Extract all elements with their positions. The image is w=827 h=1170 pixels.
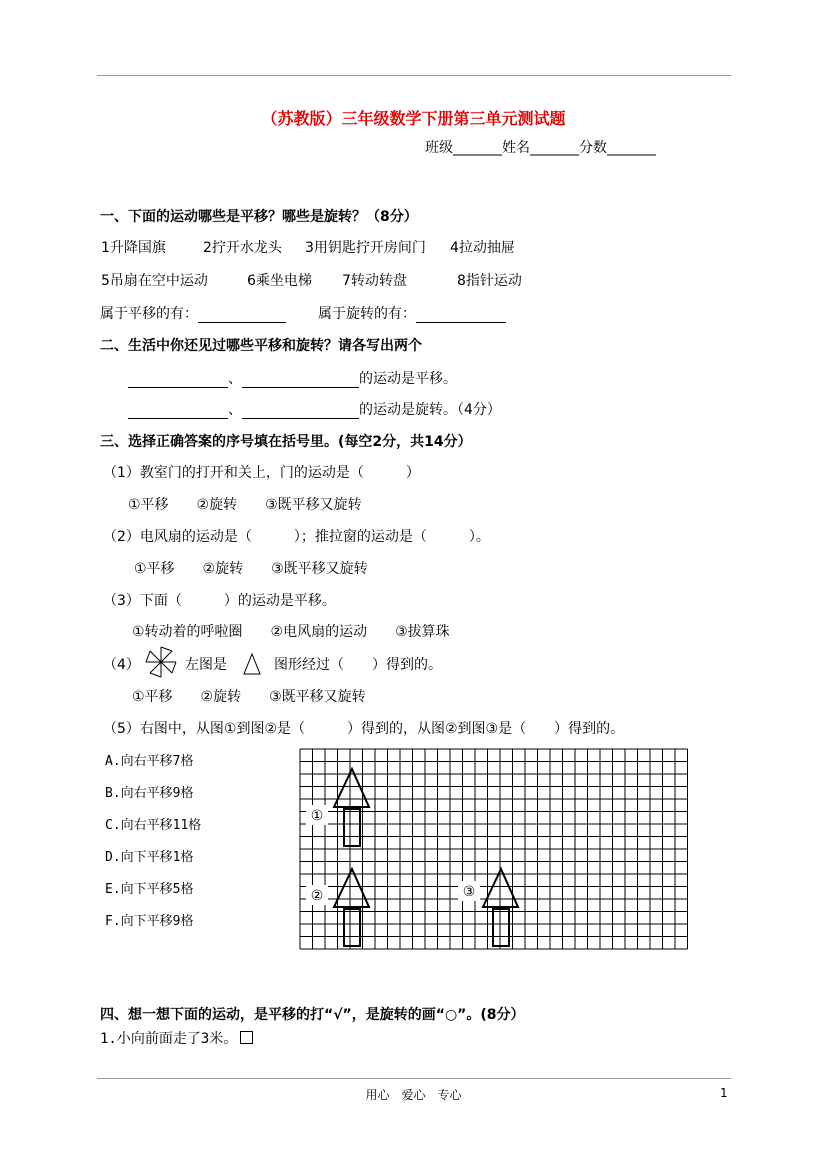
q1-item-5: 5吊扇在空中运动 (101, 273, 208, 289)
q3-choice-b: B.向右平移9格 (105, 786, 194, 801)
arrow-figure-1 (334, 769, 369, 846)
q3-p4-options: ①平移 ②旋转 ③既平移又旋转 (132, 689, 366, 705)
q3-choice-a: A.向右平移7格 (105, 754, 194, 769)
q3-p2-options: ①平移 ②旋转 ③既平移又旋转 (134, 561, 368, 577)
q1-heading: 一、下面的运动哪些是平移？哪些是旋转？（8分） (100, 209, 418, 225)
q3-p5: （5）右图中，从图①到图②是（ ）得到的，从图②到图③是（ ）得到的。 (103, 721, 625, 737)
q1-item-6: 6乘坐电梯 (247, 273, 312, 289)
q1-translation-blank[interactable] (198, 308, 286, 323)
q2-heading: 二、生活中你还见过哪些平移和旋转？请各写出两个 (100, 338, 422, 354)
q1-translation-label: 属于平移的有： (100, 306, 198, 322)
q3-p4-suffix: 图形经过（ ）得到的。 (274, 657, 442, 673)
q3-p3-options: ①转动着的呼啦圈 ②电风扇的运动 ③拔算珠 (132, 624, 450, 640)
q2-sep-2: 、 (228, 402, 242, 418)
translation-grid-figure (296, 747, 691, 952)
q2-sep-1: 、 (228, 371, 242, 387)
triangle-figure (243, 653, 261, 675)
q3-p1-options: ①平移 ②旋转 ③既平移又旋转 (128, 497, 362, 513)
q2-line-2 (128, 399, 501, 419)
q4-heading: 四、想一想下面的运动，是平移的打“√”，是旋转的画“○”。(8分） (100, 1007, 525, 1023)
q1-item-8: 8指针运动 (457, 273, 522, 289)
q1-rotation-label: 属于旋转的有： (318, 306, 416, 322)
q2-blank-3[interactable] (128, 404, 228, 419)
grid-label-1: ① (310, 808, 324, 824)
bottom-rule (97, 1078, 731, 1079)
q2-line1-suffix: 的运动是平移。 (359, 371, 457, 387)
q2-blank-1[interactable] (128, 373, 228, 388)
q3-p4-prefix: （4） (103, 657, 140, 673)
pinwheel-figure (144, 645, 178, 679)
q3-p1: （1）教室门的打开和关上，门的运动是（ ） (103, 465, 420, 481)
grid-label-3: ③ (462, 884, 476, 900)
q4-item-1 (100, 1028, 253, 1048)
q1-item-1: 1升降国旗 (101, 240, 166, 256)
q4-item-1-answer-box[interactable] (240, 1031, 253, 1044)
footer-motto: 用心 爱心 专心 (365, 1088, 462, 1102)
q4-item-1-text: 1.小向前面走了3米。 (100, 1031, 238, 1047)
q3-heading: 三、选择正确答案的序号填在括号里。(每空2分，共14分） (100, 434, 472, 450)
q1-item-7: 7转动转盘 (342, 273, 407, 289)
q3-choice-f: F.向下平移9格 (105, 914, 194, 929)
q3-p2: （2）电风扇的运动是（ ）；推拉窗的运动是（ ）。 (103, 529, 490, 545)
page-title: （苏教版）三年级数学下册第三单元测试题 (261, 109, 566, 128)
q1-rotation-blank[interactable] (416, 308, 506, 323)
q2-blank-4[interactable] (242, 404, 359, 419)
q3-choice-d: D.向下平移1格 (105, 850, 194, 865)
student-info-line: 班级_______姓名_______分数_______ (425, 140, 656, 156)
arrow-figure-2 (334, 869, 369, 946)
q1-item-3: 3用钥匙拧开房间门 (305, 240, 426, 256)
q2-line2-suffix: 的运动是旋转。（4分） (359, 402, 501, 418)
q1-rotation-line (318, 303, 506, 323)
q3-p3: （3）下面（ ）的运动是平移。 (103, 593, 336, 609)
q2-line-1 (128, 368, 457, 388)
q3-p4-mid: 左图是 (185, 657, 227, 673)
grid-label-2: ② (310, 888, 324, 904)
page-number: 1 (720, 1086, 728, 1100)
q3-choice-c: C.向右平移11格 (105, 818, 202, 833)
q1-translation-line (100, 303, 286, 323)
q1-item-2: 2拧开水龙头 (203, 240, 282, 256)
q2-blank-2[interactable] (242, 373, 359, 388)
q1-item-4: 4拉动抽屉 (450, 240, 515, 256)
top-rule (97, 75, 731, 76)
q3-choice-e: E.向下平移5格 (105, 882, 194, 897)
